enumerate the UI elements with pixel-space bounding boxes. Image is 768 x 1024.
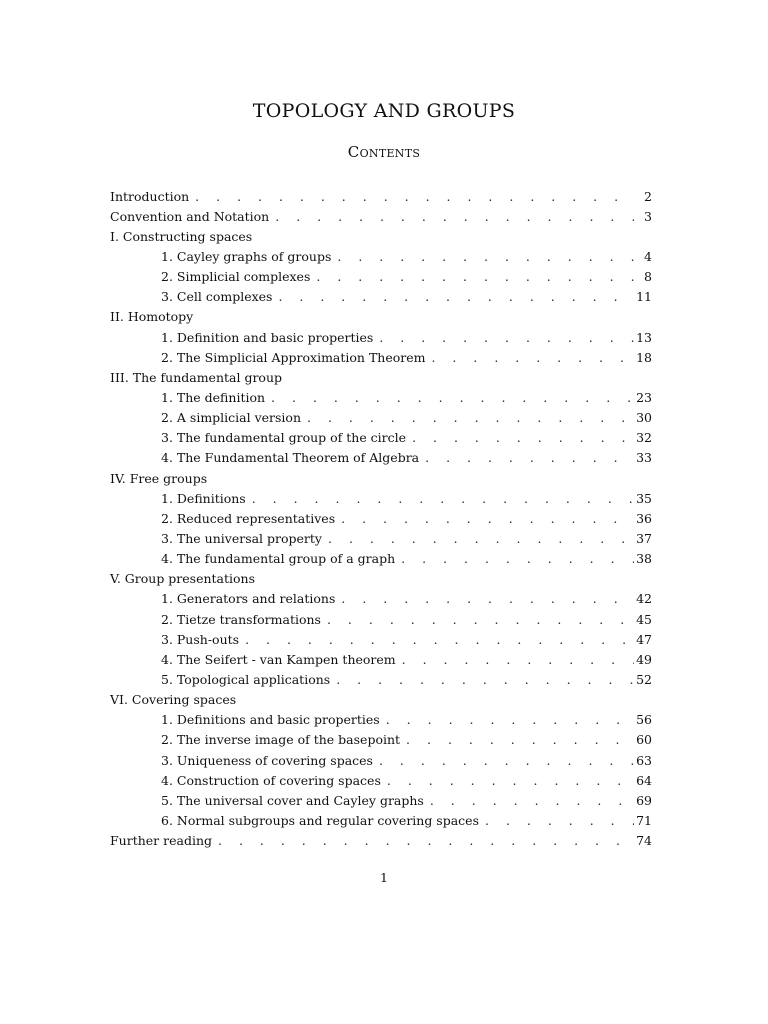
toc-chapter-constructing-spaces: [110, 226, 652, 246]
toc-entry-page: 35: [636, 490, 652, 506]
toc-leader-dots: [252, 491, 634, 506]
toc-section-universal-property: [110, 528, 652, 548]
toc-section-fundamental-group-graph: [110, 549, 652, 569]
toc-entry-page: 47: [636, 631, 652, 647]
toc-entry-label: 1. Definition and basic properties: [161, 329, 374, 345]
toc-entry-page: 8: [644, 269, 652, 285]
toc-chapter-label: III. The fundamental group: [110, 369, 283, 385]
toc-entry-label: 1. Definitions and basic properties: [161, 712, 380, 728]
toc-entry-page: 42: [636, 591, 652, 607]
toc-section-definitions: [110, 488, 652, 508]
toc-entry-page: 18: [636, 349, 652, 365]
toc-entry-label: 6. Normal subgroups and regular covering spaces: [161, 812, 479, 828]
toc-chapter-label: I. Constructing spaces: [110, 228, 253, 244]
toc-leader-dots: [307, 410, 634, 425]
toc-leader-dots: [386, 712, 634, 727]
toc-leader-dots: [402, 652, 634, 667]
toc-leader-dots: [271, 390, 634, 405]
toc-entry-page: 52: [636, 671, 652, 687]
toc-leader-dots: [341, 591, 634, 606]
toc-entry-page: 63: [636, 752, 652, 768]
toc-entry-label: 1. The definition: [161, 389, 266, 405]
toc-entry-label: 4. Construction of covering spaces: [161, 772, 381, 788]
toc-leader-dots: [485, 813, 634, 828]
toc-entry-label: 3. The fundamental group of the circle: [161, 430, 407, 446]
toc-entry-label: 2. A simplicial version: [161, 410, 302, 426]
toc-entry-page: 3: [644, 208, 652, 224]
toc-section-cell-complexes: [110, 287, 652, 307]
toc-entry-label: 3. The universal property: [161, 530, 322, 546]
toc-leader-dots: [425, 450, 634, 465]
toc-leader-dots: [337, 249, 634, 264]
toc-entry-label: Further reading: [110, 833, 212, 849]
toc-entry-label: 2. The Simplicial Approximation Theorem: [161, 349, 426, 365]
toc-section-generators-relations: [110, 589, 652, 609]
toc-entry-label: 1. Generators and relations: [161, 591, 336, 607]
toc-section-uniqueness-covering-spaces: [110, 750, 652, 770]
toc-entry-label: 5. Topological applications: [161, 671, 331, 687]
toc-entry-page: 2: [644, 188, 652, 204]
toc-entry-label: 2. Reduced representatives: [161, 510, 336, 526]
toc-entry-page: 11: [636, 289, 652, 305]
contents-heading: Contents: [347, 143, 421, 161]
toc-chapter-group-presentations: [110, 569, 652, 589]
toc-section-definitions-basic-properties: [110, 710, 652, 730]
toc-entry-further-reading: [110, 831, 652, 851]
toc-entry-label: 3. Push-outs: [161, 631, 240, 647]
toc-chapter-label: IV. Free groups: [110, 470, 208, 486]
toc-entry-page: 49: [636, 651, 652, 667]
toc-section-topological-applications: [110, 669, 652, 689]
toc-leader-dots: [412, 430, 634, 445]
toc-section-simplicial-approximation: [110, 347, 652, 367]
toc-entry-introduction: [110, 186, 652, 206]
toc-chapter-free-groups: [110, 468, 652, 488]
toc-section-normal-subgroups: [110, 810, 652, 830]
toc-section-push-outs: [110, 629, 652, 649]
toc-entry-label: 4. The fundamental group of a graph: [161, 551, 396, 567]
toc-chapter-label: II. Homotopy: [110, 309, 194, 325]
toc-chapter-label: VI. Covering spaces: [110, 692, 237, 708]
toc-leader-dots: [327, 612, 634, 627]
toc-entry-page: 37: [636, 530, 652, 546]
toc-section-seifert-van-kampen: [110, 649, 652, 669]
toc-chapter-label: V. Group presentations: [110, 571, 256, 587]
toc-chapter-fundamental-group: [110, 367, 652, 387]
toc-section-definition-basic-properties: [110, 327, 652, 347]
toc-chapter-covering-spaces: [110, 690, 652, 710]
toc-entry-label: 3. Uniqueness of covering spaces: [161, 752, 373, 768]
toc-leader-dots: [328, 531, 634, 546]
toc-entry-page: 32: [636, 430, 652, 446]
toc-entry-page: 64: [636, 772, 652, 788]
toc-section-inverse-image-basepoint: [110, 730, 652, 750]
toc-leader-dots: [431, 350, 634, 365]
toc-entry-page: 23: [636, 389, 652, 405]
toc-leader-dots: [387, 773, 634, 788]
toc-entry-page: 36: [636, 510, 652, 526]
toc-entry-page: 45: [636, 611, 652, 627]
toc-leader-dots: [430, 793, 634, 808]
toc-entry-convention-and-notation: [110, 206, 652, 226]
toc-entry-page: 38: [636, 551, 652, 567]
toc-leader-dots: [195, 189, 634, 204]
toc-entry-label: 1. Definitions: [161, 490, 246, 506]
toc-entry-label: 5. The universal cover and Cayley graphs: [161, 792, 424, 808]
toc-section-simplicial-version: [110, 408, 652, 428]
toc-entry-page: 4: [644, 248, 652, 264]
toc-entry-page: 13: [636, 329, 652, 345]
table-of-contents: [110, 186, 652, 851]
toc-entry-page: 30: [636, 410, 652, 426]
toc-leader-dots: [245, 632, 634, 647]
toc-entry-page: 71: [636, 812, 652, 828]
toc-entry-label: 2. Tietze transformations: [161, 611, 321, 627]
page-title: TOPOLOGY AND GROUPS: [252, 100, 516, 122]
toc-leader-dots: [379, 753, 634, 768]
toc-leader-dots: [316, 269, 634, 284]
toc-section-construction-covering-spaces: [110, 770, 652, 790]
page-number: 1: [380, 870, 388, 885]
toc-section-universal-cover-cayley: [110, 790, 652, 810]
toc-entry-page: 60: [636, 732, 652, 748]
toc-section-cayley-graphs: [110, 246, 652, 266]
toc-entry-page: 69: [636, 792, 652, 808]
toc-entry-label: 2. Simplicial complexes: [161, 269, 311, 285]
toc-entry-page: 56: [636, 712, 652, 728]
toc-entry-label: 2. The inverse image of the basepoint: [161, 732, 401, 748]
toc-entry-label: 3. Cell complexes: [161, 289, 273, 305]
toc-entry-label: Introduction: [110, 188, 190, 204]
toc-leader-dots: [401, 551, 634, 566]
toc-section-fundamental-group-circle: [110, 428, 652, 448]
toc-leader-dots: [275, 209, 634, 224]
toc-section-reduced-representatives: [110, 508, 652, 528]
toc-section-the-definition: [110, 387, 652, 407]
toc-section-simplicial-complexes: [110, 267, 652, 287]
toc-entry-label: 4. The Seifert - van Kampen theorem: [161, 651, 396, 667]
toc-entry-label: 4. The Fundamental Theorem of Algebra: [161, 450, 420, 466]
toc-entry-page: 74: [636, 833, 652, 849]
toc-leader-dots: [218, 833, 634, 848]
toc-entry-page: 33: [636, 450, 652, 466]
toc-leader-dots: [278, 289, 634, 304]
toc-leader-dots: [406, 732, 634, 747]
toc-chapter-homotopy: [110, 307, 652, 327]
toc-leader-dots: [379, 330, 634, 345]
toc-leader-dots: [336, 672, 634, 687]
toc-entry-label: 1. Cayley graphs of groups: [161, 248, 332, 264]
toc-section-tietze-transformations: [110, 609, 652, 629]
toc-section-fundamental-theorem-algebra: [110, 448, 652, 468]
toc-entry-label: Convention and Notation: [110, 208, 270, 224]
toc-leader-dots: [341, 511, 634, 526]
